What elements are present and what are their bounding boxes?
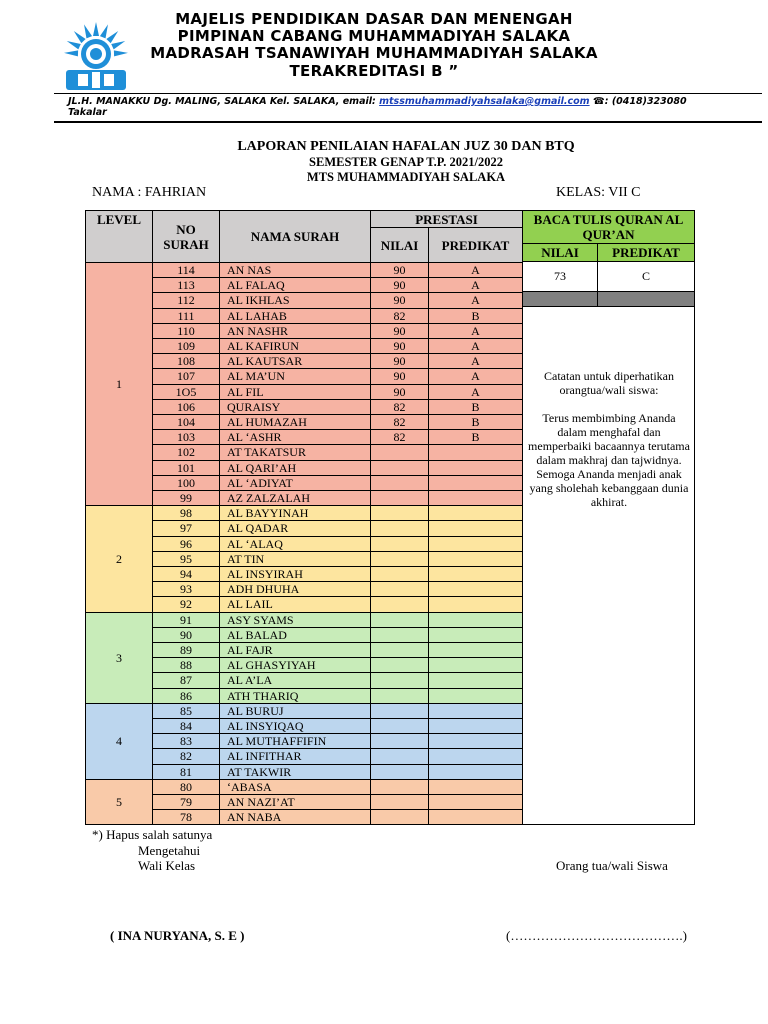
surah-no: 85 [152, 703, 220, 719]
surah-nilai: 82 [370, 414, 429, 430]
surah-predikat [428, 536, 523, 552]
btq-nilai-value [522, 261, 598, 292]
header-rule-top [54, 93, 762, 94]
surah-predikat [428, 688, 523, 704]
surah-nilai [370, 779, 429, 795]
surah-no: 104 [152, 414, 220, 430]
surah-no: 83 [152, 733, 220, 749]
surah-no: 113 [152, 277, 220, 293]
surah-no: 87 [152, 672, 220, 688]
surah-no: 103 [152, 429, 220, 445]
surah-predikat [428, 657, 523, 673]
btq-nilai-header-text: NILAI [541, 245, 579, 260]
surah-name: AT TIN [219, 551, 371, 567]
surah-name: AL FIL [219, 384, 371, 400]
surah-name: AL MA’UN [219, 368, 371, 384]
surah-predikat: A [428, 384, 523, 400]
surah-name: AL FALAQ [219, 277, 371, 293]
surah-name: AL ‘ADIYAT [219, 475, 371, 491]
surah-no: 95 [152, 551, 220, 567]
surah-no: 79 [152, 794, 220, 810]
col-level-header: LEVEL [85, 210, 153, 263]
surah-predikat [428, 718, 523, 734]
surah-nilai [370, 536, 429, 552]
surah-predikat [428, 596, 523, 612]
surah-name: AL QARI’AH [219, 460, 371, 476]
surah-name: AL A’LA [219, 672, 371, 688]
surah-no: 106 [152, 399, 220, 415]
teacher-signature: ( INA NURYANA, S. E ) [110, 928, 245, 943]
surah-name: AT TAKATSUR [219, 444, 371, 460]
surah-nilai [370, 627, 429, 643]
surah-predikat [428, 505, 523, 521]
surah-no: 88 [152, 657, 220, 673]
btq-note: Catatan untuk diperhatikan orangtua/wali siswa: Terus membimbing Ananda dalam menghafal dan memperbaiki bacaannya terutama dalam makhraj dan tajwidnya. Semoga Ananda menjadi anak yang sholehah kebanggaan dunia akhirat. [528, 369, 690, 509]
surah-name: AN NAZI’AT [219, 794, 371, 810]
surah-name: AL BURUJ [219, 703, 371, 719]
col-no-header: NO SURAH [152, 210, 220, 263]
surah-name: ‘ABASA [219, 779, 371, 795]
surah-predikat [428, 779, 523, 795]
surah-nilai: 90 [370, 338, 429, 354]
student-name: NAMA : FAHRIAN [92, 185, 207, 200]
surah-predikat [428, 672, 523, 688]
surah-predikat: B [428, 308, 523, 324]
surah-nilai [370, 688, 429, 704]
col-nama-header: NAMA SURAH [219, 210, 371, 263]
surah-nilai [370, 566, 429, 582]
surah-nilai: 90 [370, 292, 429, 308]
hapus-note: *) Hapus salah satunya [92, 827, 213, 842]
surah-name: AN NABA [219, 809, 371, 825]
surah-no: 107 [152, 368, 220, 384]
parent-signature: (………………………………….) [506, 928, 687, 943]
level-cell: 5 [85, 779, 153, 826]
surah-predikat: B [428, 399, 523, 415]
surah-nilai [370, 596, 429, 612]
surah-no: 111 [152, 308, 220, 324]
surah-name: AL KAFIRUN [219, 338, 371, 354]
btq-predikat-value [597, 261, 695, 292]
surah-no: 112 [152, 292, 220, 308]
surah-nilai [370, 444, 429, 460]
surah-predikat [428, 490, 523, 506]
surah-no: 90 [152, 627, 220, 643]
surah-name: AL HUMAZAH [219, 414, 371, 430]
surah-nilai [370, 733, 429, 749]
surah-nilai: 90 [370, 323, 429, 339]
surah-no: 92 [152, 596, 220, 612]
btq-separator-right [597, 291, 695, 307]
surah-no: 109 [152, 338, 220, 354]
surah-nilai [370, 642, 429, 658]
surah-nilai [370, 764, 429, 780]
surah-no: 81 [152, 764, 220, 780]
btq-predikat-header [597, 243, 695, 262]
city-text: Takalar [68, 107, 107, 118]
school-address [68, 96, 748, 118]
surah-predikat: A [428, 262, 523, 278]
surah-no: 84 [152, 718, 220, 734]
surah-predikat: A [428, 323, 523, 339]
mengetahui-label: Mengetahui [138, 843, 201, 858]
surah-predikat [428, 642, 523, 658]
surah-predikat: A [428, 292, 523, 308]
btq-separator-left [522, 291, 598, 307]
surah-no: 101 [152, 460, 220, 476]
surah-name: AN NAS [219, 262, 371, 278]
surah-predikat: B [428, 414, 523, 430]
surah-nilai: 82 [370, 429, 429, 445]
surah-no: 114 [152, 262, 220, 278]
surah-nilai: 90 [370, 384, 429, 400]
level-cell: 4 [85, 703, 153, 780]
surah-nilai [370, 672, 429, 688]
surah-predikat: A [428, 368, 523, 384]
surah-predikat [428, 764, 523, 780]
surah-name: AL BAYYINAH [219, 505, 371, 521]
surah-nilai [370, 794, 429, 810]
surah-name: AL IKHLAS [219, 292, 371, 308]
surah-no: 91 [152, 612, 220, 628]
surah-predikat [428, 444, 523, 460]
col-prestasi-header: PRESTASI [370, 210, 523, 228]
surah-no: 110 [152, 323, 220, 339]
surah-name: ADH DHUHA [219, 581, 371, 597]
surah-nilai [370, 505, 429, 521]
student-class: KELAS: VII C [556, 185, 641, 200]
surah-nilai [370, 520, 429, 536]
surah-predikat [428, 460, 523, 476]
surah-nilai [370, 809, 429, 825]
surah-no: 1O5 [152, 384, 220, 400]
surah-no: 99 [152, 490, 220, 506]
header-line-2: PIMPINAN CABANG MUHAMMADIYAH SALAKA [177, 27, 571, 45]
surah-name: AL GHASYIYAH [219, 657, 371, 673]
surah-predikat [428, 475, 523, 491]
surah-nilai [370, 718, 429, 734]
surah-predikat [428, 566, 523, 582]
surah-predikat: A [428, 277, 523, 293]
surah-no: 94 [152, 566, 220, 582]
col-predikat-header: PREDIKAT [428, 227, 523, 263]
surah-nilai [370, 612, 429, 628]
surah-name: AL ‘ASHR [219, 429, 371, 445]
surah-predikat: A [428, 338, 523, 354]
btq-title [522, 210, 695, 244]
report-title: LAPORAN PENILAIAN HAFALAN JUZ 30 DAN BTQ [237, 139, 575, 154]
surah-nilai: 90 [370, 277, 429, 293]
surah-name: AL INSYIQAQ [219, 718, 371, 734]
surah-predikat [428, 748, 523, 764]
report-school: MTS MUHAMMADIYAH SALAKA [306, 170, 506, 184]
surah-name: AL QADAR [219, 520, 371, 536]
surah-nilai [370, 703, 429, 719]
surah-predikat [428, 733, 523, 749]
surah-nilai [370, 748, 429, 764]
level-cell: 3 [85, 612, 153, 704]
surah-nilai: 90 [370, 368, 429, 384]
surah-name: AT TAKWIR [219, 764, 371, 780]
surah-no: 89 [152, 642, 220, 658]
surah-no: 78 [152, 809, 220, 825]
surah-name: ASY SYAMS [219, 612, 371, 628]
address-text: JL.H. MANAKKU Dg. MALING, SALAKA Kel. SALAKA, email: [68, 96, 380, 107]
surah-predikat [428, 809, 523, 825]
btq-predikat-header-text: PREDIKAT [612, 245, 680, 260]
surah-name: AL MUTHAFFIFIN [219, 733, 371, 749]
surah-name: AL INFITHAR [219, 748, 371, 764]
level-cell: 2 [85, 505, 153, 612]
surah-name: AL BALAD [219, 627, 371, 643]
surah-predikat: B [428, 429, 523, 445]
surah-name: AL LAIL [219, 596, 371, 612]
surah-no: 86 [152, 688, 220, 704]
surah-name: AL LAHAB [219, 308, 371, 324]
surah-no: 108 [152, 353, 220, 369]
surah-nilai [370, 657, 429, 673]
surah-predikat [428, 612, 523, 628]
header-line-1: MAJELIS PENDIDIKAN DASAR DAN MENENGAH [175, 10, 573, 28]
surah-name: AL INSYIRAH [219, 566, 371, 582]
surah-nilai [370, 581, 429, 597]
surah-predikat [428, 703, 523, 719]
surah-nilai [370, 490, 429, 506]
surah-name: AL KAUTSAR [219, 353, 371, 369]
surah-no: 96 [152, 536, 220, 552]
phone-text: ☎: (0418)323080 [589, 96, 687, 107]
surah-nilai [370, 475, 429, 491]
btq-nilai-header [522, 243, 598, 262]
surah-name: AZ ZALZALAH [219, 490, 371, 506]
btq-predikat-text: C [641, 269, 650, 283]
header-line-4: TERAKREDITASI B ” [289, 62, 459, 80]
report-semester: SEMESTER GENAP T.P. 2021/2022 [309, 155, 503, 169]
surah-name: ATH THARIQ [219, 688, 371, 704]
surah-no: 102 [152, 444, 220, 460]
surah-name: AN NASHR [219, 323, 371, 339]
surah-nilai: 90 [370, 353, 429, 369]
header-line-3: MADRASAH TSANAWIYAH MUHAMMADIYAH SALAKA [150, 44, 598, 62]
level-cell: 1 [85, 262, 153, 506]
surah-no: 80 [152, 779, 220, 795]
surah-name: AL FAJR [219, 642, 371, 658]
surah-no: 93 [152, 581, 220, 597]
btq-nilai-text: 73 [554, 269, 566, 283]
surah-predikat [428, 627, 523, 643]
surah-nilai: 82 [370, 308, 429, 324]
surah-nilai: 82 [370, 399, 429, 415]
surah-predikat [428, 520, 523, 536]
surah-nilai: 90 [370, 262, 429, 278]
surah-no: 100 [152, 475, 220, 491]
orang-tua-label: Orang tua/wali Siswa [556, 858, 668, 873]
surah-no: 82 [152, 748, 220, 764]
surah-no: 98 [152, 505, 220, 521]
surah-nilai [370, 551, 429, 567]
wali-kelas-label: Wali Kelas [138, 858, 196, 873]
surah-no: 97 [152, 520, 220, 536]
col-nilai-header: NILAI [370, 227, 429, 263]
header-rule-bottom [54, 121, 762, 123]
surah-name: QURAISY [219, 399, 371, 415]
email-link[interactable]: mtssmuhammadiyahsalaka@gmail.com [379, 96, 590, 107]
surah-predikat [428, 794, 523, 810]
surah-predikat: A [428, 353, 523, 369]
surah-predikat [428, 551, 523, 567]
surah-predikat [428, 581, 523, 597]
surah-nilai [370, 460, 429, 476]
surah-name: AL ‘ALAQ [219, 536, 371, 552]
btq-title-text: BACA TULIS QURAN AL QUR’AN [533, 212, 684, 242]
